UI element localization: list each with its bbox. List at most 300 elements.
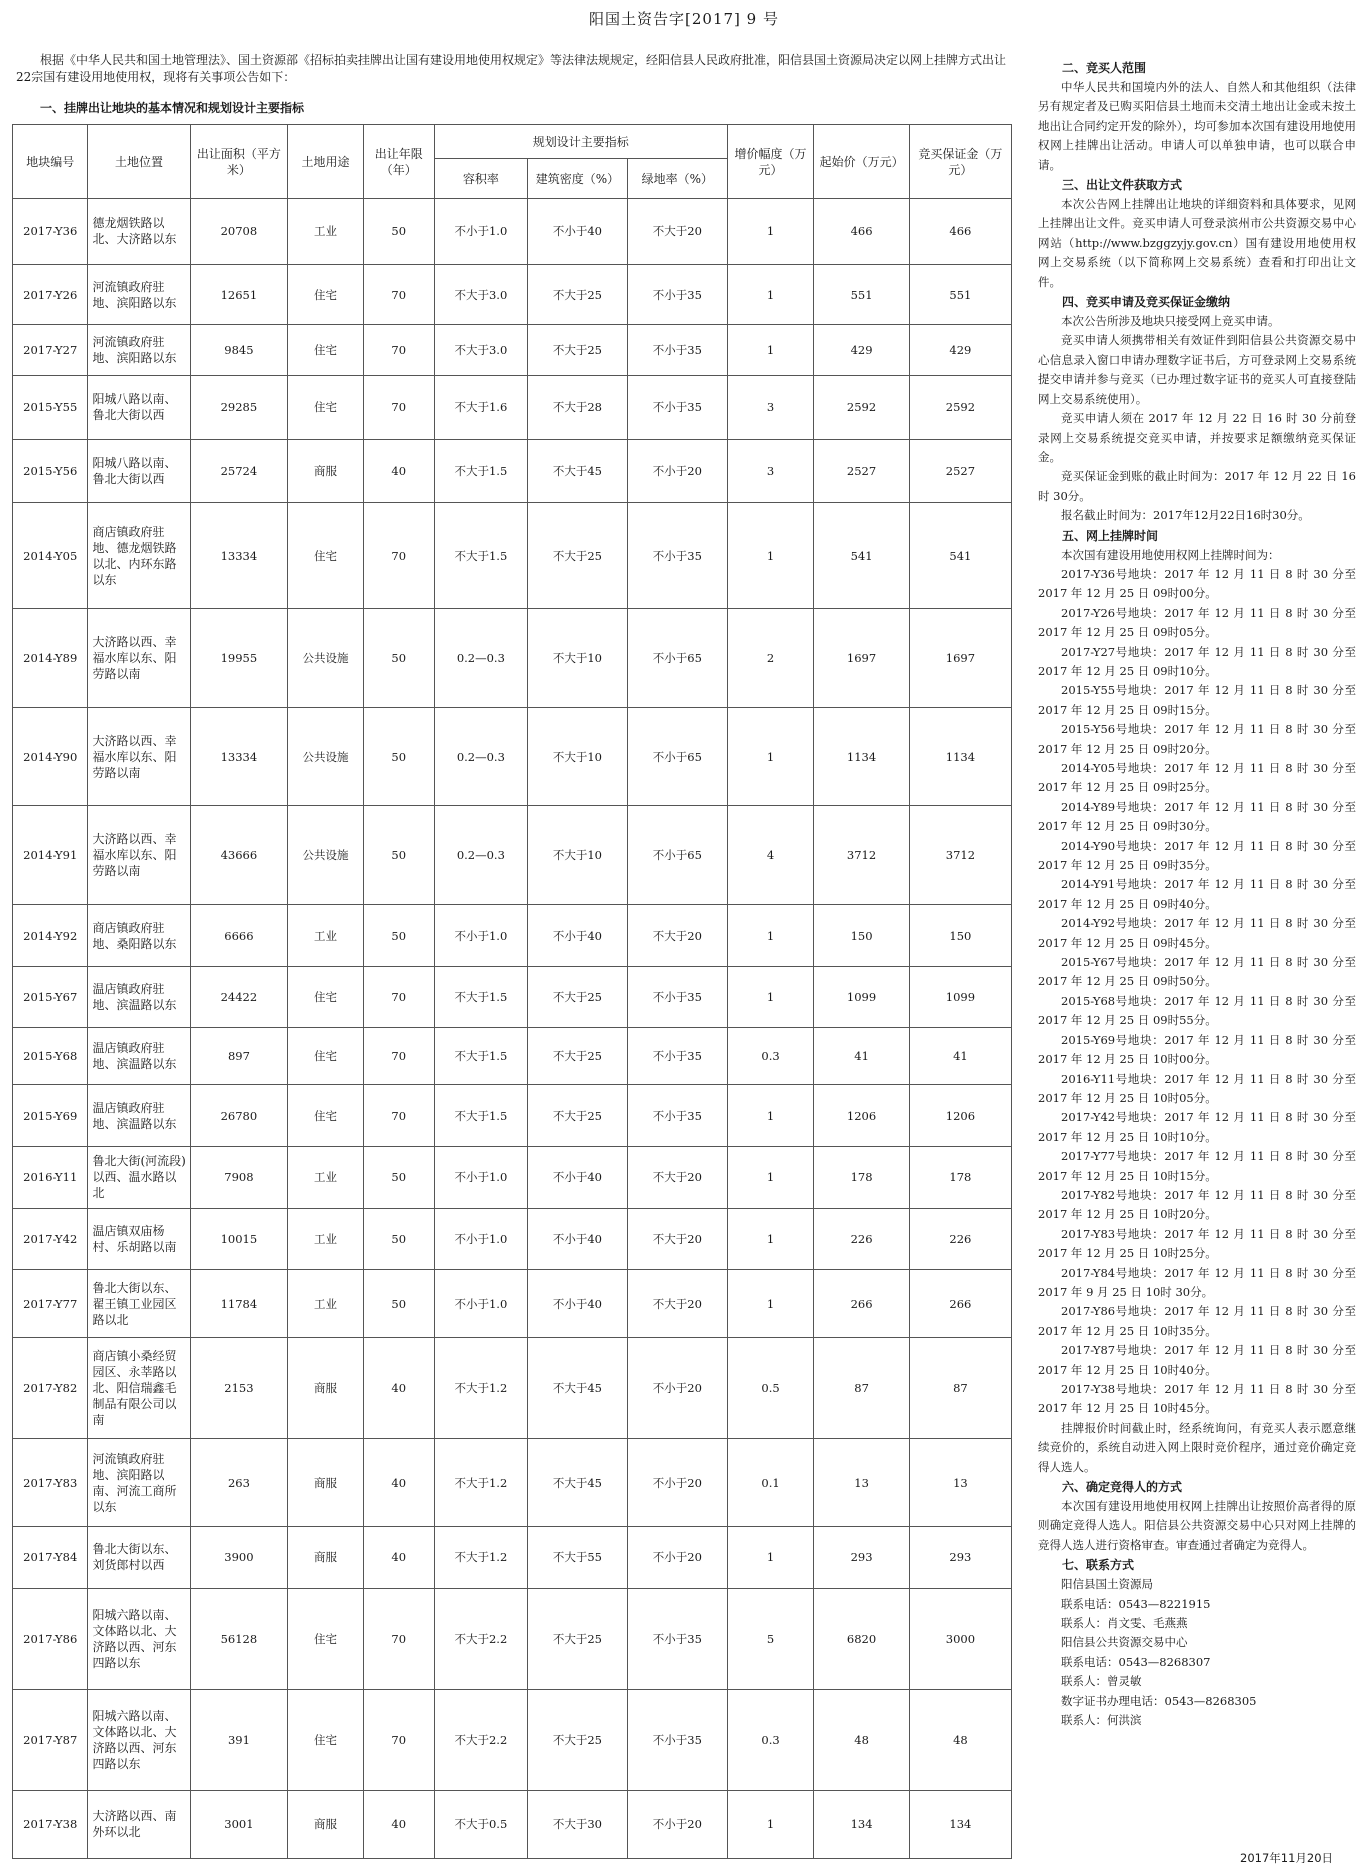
cell-density: 不大于25 bbox=[527, 325, 627, 376]
cell-use: 公共设施 bbox=[288, 806, 363, 905]
header-density: 建筑密度（%） bbox=[527, 159, 627, 199]
cell-increment: 1 bbox=[727, 325, 814, 376]
cell-density: 不大于10 bbox=[527, 707, 627, 806]
cell-far: 不大于1.5 bbox=[434, 966, 527, 1028]
cell-far: 不大于1.5 bbox=[434, 1028, 527, 1085]
cell-use: 商服 bbox=[288, 1439, 363, 1527]
cell-increment: 0.1 bbox=[727, 1439, 814, 1527]
cell-far: 不大于1.5 bbox=[434, 503, 527, 608]
cell-green: 不大于20 bbox=[627, 905, 727, 967]
contact-line: 联系电话：0543—8221915 bbox=[1061, 1596, 1211, 1611]
contact-line: 联系人：肖文雯、毛燕燕 bbox=[1061, 1616, 1188, 1631]
cell-far: 不大于1.5 bbox=[434, 1085, 527, 1147]
cell-increment: 0.5 bbox=[727, 1338, 814, 1439]
table-row bbox=[13, 503, 1012, 608]
cell-years: 70 bbox=[363, 503, 434, 608]
cell-use: 商服 bbox=[288, 1527, 363, 1589]
cell-deposit: 87 bbox=[909, 1338, 1011, 1439]
plots-table-body bbox=[13, 199, 1012, 1859]
cell-id: 2017-Y87 bbox=[13, 1689, 88, 1790]
cell-id: 2017-Y38 bbox=[13, 1790, 88, 1858]
cell-deposit: 1206 bbox=[909, 1085, 1011, 1147]
cell-area: 13334 bbox=[190, 503, 288, 608]
cell-increment: 1 bbox=[727, 707, 814, 806]
schedule-item: 2014-Y90号地块：2017 年 12 月 11 日 8 时 30 分至 2017 年 12 月 25 日 09时35分。 bbox=[1038, 838, 1356, 873]
section-4-para-1: 本次公告所涉及地块只接受网上竞买申请。 bbox=[1061, 314, 1280, 329]
cell-location: 大济路以西、幸福水库以东、阳劳路以南 bbox=[88, 707, 190, 806]
cell-increment: 1 bbox=[727, 1790, 814, 1858]
cell-green: 不小于35 bbox=[627, 375, 727, 439]
cell-deposit: 2592 bbox=[909, 375, 1011, 439]
schedule-item: 2017-Y83号地块：2017 年 12 月 11 日 8 时 30 分至 2017 年 12 月 25 日 10时25分。 bbox=[1038, 1226, 1356, 1261]
cell-green: 不小于20 bbox=[627, 1439, 727, 1527]
cell-use: 住宅 bbox=[288, 1028, 363, 1085]
cell-green: 不大于20 bbox=[627, 1270, 727, 1338]
cell-far: 不小于1.0 bbox=[434, 1270, 527, 1338]
section-4-para-3: 竞买申请人须在 2017 年 12 月 22 日 16 时 30 分前登录网上交易系统提交竞买申请，并按要求足额缴纳竞买保证金。 bbox=[1038, 411, 1356, 464]
header-id: 地块编号 bbox=[13, 125, 88, 199]
cell-years: 40 bbox=[363, 1527, 434, 1589]
cell-area: 24422 bbox=[190, 966, 288, 1028]
cell-years: 50 bbox=[363, 199, 434, 265]
table-row bbox=[13, 1270, 1012, 1338]
cell-far: 不大于1.5 bbox=[434, 439, 527, 503]
cell-deposit: 429 bbox=[909, 325, 1011, 376]
cell-deposit: 13 bbox=[909, 1439, 1011, 1527]
cell-area: 11784 bbox=[190, 1270, 288, 1338]
cell-density: 不大于45 bbox=[527, 1439, 627, 1527]
schedule-item: 2017-Y86号地块：2017 年 12 月 11 日 8 时 30 分至 2017 年 12 月 25 日 10时35分。 bbox=[1038, 1304, 1356, 1338]
cell-deposit: 1134 bbox=[909, 707, 1011, 806]
cell-years: 70 bbox=[363, 1588, 434, 1689]
schedule-item: 2014-Y91号地块：2017 年 12 月 11 日 8 时 30 分至 2017 年 12 月 25 日 09时40分。 bbox=[1038, 877, 1356, 911]
cell-start-price: 150 bbox=[814, 905, 909, 967]
cell-increment: 4 bbox=[727, 806, 814, 905]
cell-far: 不大于2.2 bbox=[434, 1588, 527, 1689]
cell-far: 不大于2.2 bbox=[434, 1689, 527, 1790]
cell-location: 阳城六路以南、文体路以北、大济路以西、河东四路以东 bbox=[88, 1588, 190, 1689]
contact-list bbox=[1038, 1575, 1356, 1730]
cell-area: 43666 bbox=[190, 806, 288, 905]
cell-area: 56128 bbox=[190, 1588, 288, 1689]
cell-start-price: 1099 bbox=[814, 966, 909, 1028]
intro-paragraph: 根据《中华人民共和国土地管理法》、国土资源部《招标拍卖挂牌出让国有建设用地使用权规定》等法律法规规定，经阳信县人民政府批准，阳信县国土资源局决定以网上挂牌方式出让22宗国有建设用地使用权，现将有关事项公告如下： bbox=[16, 53, 1007, 84]
cell-use: 住宅 bbox=[288, 1588, 363, 1689]
cell-start-price: 178 bbox=[814, 1147, 909, 1209]
cell-location: 鲁北大街以东、翟王镇工业园区路以北 bbox=[88, 1270, 190, 1338]
cell-use: 住宅 bbox=[288, 264, 363, 324]
section-6-heading: 六、确定竞得人的方式 bbox=[1062, 1480, 1183, 1495]
cell-use: 住宅 bbox=[288, 375, 363, 439]
cell-density: 不小于40 bbox=[527, 1147, 627, 1209]
cell-use: 住宅 bbox=[288, 966, 363, 1028]
cell-location: 河流镇政府驻地、滨阳路以南、河流工商所以东 bbox=[88, 1439, 190, 1527]
cell-increment: 3 bbox=[727, 375, 814, 439]
contact-line: 联系人：曾灵敏 bbox=[1061, 1674, 1142, 1689]
cell-location: 温店镇双庙杨村、乐胡路以南 bbox=[88, 1208, 190, 1270]
cell-deposit: 48 bbox=[909, 1689, 1011, 1790]
cell-years: 70 bbox=[363, 325, 434, 376]
cell-years: 40 bbox=[363, 1439, 434, 1527]
schedule-item: 2017-Y84号地块：2017 年 12 月 11 日 8 时 30 分至 2017 年 9 月 25 日 10时 30分。 bbox=[1038, 1265, 1356, 1299]
header-use: 土地用途 bbox=[288, 125, 363, 199]
cell-id: 2014-Y89 bbox=[13, 608, 88, 707]
cell-green: 不小于20 bbox=[627, 439, 727, 503]
cell-green: 不小于35 bbox=[627, 264, 727, 324]
table-row bbox=[13, 608, 1012, 707]
cell-increment: 1 bbox=[727, 264, 814, 324]
schedule-item: 2014-Y92号地块：2017 年 12 月 11 日 8 时 30 分至 2017 年 12 月 25 日 09时45分。 bbox=[1038, 916, 1356, 950]
cell-density: 不大于25 bbox=[527, 1689, 627, 1790]
cell-increment: 1 bbox=[727, 1208, 814, 1270]
contact-line: 联系电话：0543—8268307 bbox=[1061, 1654, 1211, 1669]
cell-area: 13334 bbox=[190, 707, 288, 806]
cell-density: 不小于40 bbox=[527, 905, 627, 967]
cell-area: 263 bbox=[190, 1439, 288, 1527]
table-row bbox=[13, 264, 1012, 324]
cell-use: 商服 bbox=[288, 1338, 363, 1439]
schedule-item: 2016-Y11号地块：2017 年 12 月 11 日 8 时 30 分至 2017 年 12 月 25 日 10时05分。 bbox=[1038, 1071, 1356, 1105]
table-row bbox=[13, 325, 1012, 376]
cell-start-price: 541 bbox=[814, 503, 909, 608]
cell-area: 9845 bbox=[190, 325, 288, 376]
schedule-item: 2017-Y27号地块：2017 年 12 月 11 日 8 时 30 分至 2017 年 12 月 25 日 09时10分。 bbox=[1038, 644, 1356, 678]
cell-start-price: 1134 bbox=[814, 707, 909, 806]
cell-far: 0.2—0.3 bbox=[434, 806, 527, 905]
cell-area: 3900 bbox=[190, 1527, 288, 1589]
cell-density: 不小于40 bbox=[527, 199, 627, 265]
cell-start-price: 2527 bbox=[814, 439, 909, 503]
table-row bbox=[13, 1790, 1012, 1858]
cell-density: 不大于25 bbox=[527, 503, 627, 608]
schedule-item: 2017-Y26号地块：2017 年 12 月 11 日 8 时 30 分至 2017 年 12 月 25 日 09时05分。 bbox=[1038, 605, 1356, 640]
table-row bbox=[13, 966, 1012, 1028]
header-green: 绿地率（%） bbox=[627, 159, 727, 199]
cell-green: 不小于35 bbox=[627, 325, 727, 376]
section-6-body: 本次国有建设用地使用权网上挂牌出让按照价高者得的原则确定竞得人选人。阳信县公共资源交易中心只对网上挂牌的竞得人选人进行资格审查。审查通过者确定为竞得人。 bbox=[1038, 1499, 1356, 1552]
cell-density: 不大于10 bbox=[527, 806, 627, 905]
section-4-para-5: 报名截止时间为：2017年12月22日16时30分。 bbox=[1061, 508, 1310, 523]
cell-years: 40 bbox=[363, 1338, 434, 1439]
cell-far: 不小于1.0 bbox=[434, 1147, 527, 1209]
cell-area: 897 bbox=[190, 1028, 288, 1085]
cell-increment: 1 bbox=[727, 199, 814, 265]
cell-density: 不大于28 bbox=[527, 375, 627, 439]
cell-years: 70 bbox=[363, 1028, 434, 1085]
contact-line: 阳信县国土资源局 bbox=[1061, 1577, 1153, 1592]
cell-use: 住宅 bbox=[288, 503, 363, 608]
cell-green: 不大于20 bbox=[627, 199, 727, 265]
cell-deposit: 266 bbox=[909, 1270, 1011, 1338]
cell-id: 2017-Y82 bbox=[13, 1338, 88, 1439]
notice-date: 2017年11月20日 bbox=[1240, 1851, 1334, 1865]
cell-density: 不大于55 bbox=[527, 1527, 627, 1589]
table-row bbox=[13, 1588, 1012, 1689]
section-3-heading: 三、出让文件获取方式 bbox=[1062, 178, 1183, 193]
cell-id: 2017-Y83 bbox=[13, 1439, 88, 1527]
cell-deposit: 2527 bbox=[909, 439, 1011, 503]
cell-density: 不小于40 bbox=[527, 1208, 627, 1270]
table-row bbox=[13, 1028, 1012, 1085]
cell-increment: 3 bbox=[727, 439, 814, 503]
schedule-item: 2015-Y68号地块：2017 年 12 月 11 日 8 时 30 分至 2017 年 12 月 25 日 09时55分。 bbox=[1038, 993, 1356, 1028]
cell-use: 住宅 bbox=[288, 1689, 363, 1790]
cell-start-price: 429 bbox=[814, 325, 909, 376]
cell-green: 不小于65 bbox=[627, 608, 727, 707]
section-4-para-2: 竞买申请人须携带相关有效证件到阳信县公共资源交易中心信息录入窗口申请办理数字证书后，方可登录网上交易系统提交申请并参与竞买（已办理过数字证书的竞买人可直接登陆网上交易系统使用）。 bbox=[1038, 333, 1356, 406]
cell-years: 70 bbox=[363, 966, 434, 1028]
cell-density: 不大于45 bbox=[527, 439, 627, 503]
schedule-item: 2017-Y82号地块：2017 年 12 月 11 日 8 时 30 分至 2017 年 12 月 25 日 10时20分。 bbox=[1038, 1187, 1356, 1222]
cell-increment: 1 bbox=[727, 1147, 814, 1209]
cell-start-price: 2592 bbox=[814, 375, 909, 439]
header-increment: 增价幅度（万元） bbox=[727, 125, 814, 199]
cell-years: 50 bbox=[363, 806, 434, 905]
cell-green: 不大于20 bbox=[627, 1208, 727, 1270]
cell-deposit: 134 bbox=[909, 1790, 1011, 1858]
cell-use: 商服 bbox=[288, 1790, 363, 1858]
cell-use: 工业 bbox=[288, 199, 363, 265]
cell-id: 2015-Y55 bbox=[13, 375, 88, 439]
cell-area: 10015 bbox=[190, 1208, 288, 1270]
cell-location: 鲁北大街(河流段)以西、温水路以北 bbox=[88, 1147, 190, 1209]
cell-green: 不小于20 bbox=[627, 1527, 727, 1589]
schedule-item: 2015-Y55号地块：2017 年 12 月 11 日 8 时 30 分至 2017 年 12 月 25 日 09时15分。 bbox=[1038, 683, 1356, 717]
header-deposit: 竞买保证金（万元） bbox=[909, 125, 1011, 199]
cell-location: 鲁北大街以东、刘货郎村以西 bbox=[88, 1527, 190, 1589]
cell-area: 19955 bbox=[190, 608, 288, 707]
cell-id: 2017-Y26 bbox=[13, 264, 88, 324]
cell-area: 391 bbox=[190, 1689, 288, 1790]
cell-start-price: 1697 bbox=[814, 608, 909, 707]
cell-far: 不大于1.6 bbox=[434, 375, 527, 439]
schedule-item: 2015-Y69号地块：2017 年 12 月 11 日 8 时 30 分至 2017 年 12 月 25 日 10时00分。 bbox=[1038, 1032, 1356, 1067]
header-start-price: 起始价（万元） bbox=[814, 125, 909, 199]
table-row bbox=[13, 1085, 1012, 1147]
cell-green: 不大于20 bbox=[627, 1147, 727, 1209]
schedule-item: 2014-Y05号地块：2017 年 12 月 11 日 8 时 30 分至 2017 年 12 月 25 日 09时25分。 bbox=[1038, 761, 1356, 795]
schedule-item: 2017-Y42号地块：2017 年 12 月 11 日 8 时 30 分至 2017 年 12 月 25 日 10时10分。 bbox=[1038, 1110, 1356, 1144]
cell-id: 2017-Y86 bbox=[13, 1588, 88, 1689]
cell-area: 3001 bbox=[190, 1790, 288, 1858]
cell-location: 阳城八路以南、鲁北大街以西 bbox=[88, 439, 190, 503]
schedule-list bbox=[1038, 565, 1356, 1419]
schedule-item: 2015-Y67号地块：2017 年 12 月 11 日 8 时 30 分至 2017 年 12 月 25 日 09时50分。 bbox=[1038, 955, 1356, 989]
cell-density: 不大于25 bbox=[527, 264, 627, 324]
cell-id: 2017-Y84 bbox=[13, 1527, 88, 1589]
cell-area: 7908 bbox=[190, 1147, 288, 1209]
cell-deposit: 1099 bbox=[909, 966, 1011, 1028]
cell-location: 温店镇政府驻地、滨温路以东 bbox=[88, 1085, 190, 1147]
cell-years: 70 bbox=[363, 1689, 434, 1790]
cell-years: 50 bbox=[363, 608, 434, 707]
cell-area: 25724 bbox=[190, 439, 288, 503]
cell-start-price: 48 bbox=[814, 1689, 909, 1790]
schedule-item: 2017-Y77号地块：2017 年 12 月 11 日 8 时 30 分至 2017 年 12 月 25 日 10时15分。 bbox=[1038, 1149, 1356, 1183]
cell-deposit: 541 bbox=[909, 503, 1011, 608]
cell-start-price: 13 bbox=[814, 1439, 909, 1527]
schedule-item: 2017-Y36号地块：2017 年 12 月 11 日 8 时 30 分至 2017 年 12 月 25 日 09时00分。 bbox=[1038, 566, 1356, 601]
cell-green: 不小于35 bbox=[627, 1028, 727, 1085]
cell-years: 70 bbox=[363, 375, 434, 439]
cell-use: 公共设施 bbox=[288, 707, 363, 806]
cell-id: 2017-Y36 bbox=[13, 199, 88, 265]
cell-years: 50 bbox=[363, 707, 434, 806]
cell-deposit: 3000 bbox=[909, 1588, 1011, 1689]
cell-id: 2015-Y69 bbox=[13, 1085, 88, 1147]
cell-far: 0.2—0.3 bbox=[434, 707, 527, 806]
cell-start-price: 266 bbox=[814, 1270, 909, 1338]
cell-location: 大济路以西、幸福水库以东、阳劳路以南 bbox=[88, 608, 190, 707]
cell-location: 河流镇政府驻地、滨阳路以东 bbox=[88, 264, 190, 324]
cell-start-price: 6820 bbox=[814, 1588, 909, 1689]
section-5-heading: 五、网上挂牌时间 bbox=[1062, 528, 1159, 543]
header-area: 出让面积（平方米） bbox=[190, 125, 288, 199]
cell-area: 29285 bbox=[190, 375, 288, 439]
header-planning: 规划设计主要指标 bbox=[434, 125, 727, 159]
cell-green: 不小于20 bbox=[627, 1338, 727, 1439]
cell-far: 不小于1.0 bbox=[434, 905, 527, 967]
table-row bbox=[13, 1689, 1012, 1790]
cell-years: 70 bbox=[363, 264, 434, 324]
cell-far: 不大于1.2 bbox=[434, 1527, 527, 1589]
table-row bbox=[13, 1527, 1012, 1589]
cell-id: 2014-Y90 bbox=[13, 707, 88, 806]
cell-use: 公共设施 bbox=[288, 608, 363, 707]
cell-green: 不小于20 bbox=[627, 1790, 727, 1858]
cell-density: 不大于25 bbox=[527, 1028, 627, 1085]
cell-deposit: 41 bbox=[909, 1028, 1011, 1085]
cell-increment: 0.3 bbox=[727, 1028, 814, 1085]
cell-id: 2014-Y92 bbox=[13, 905, 88, 967]
cell-green: 不小于35 bbox=[627, 1689, 727, 1790]
cell-years: 50 bbox=[363, 905, 434, 967]
cell-years: 50 bbox=[363, 1147, 434, 1209]
section-5-outro: 挂牌报价时间截止时，经系统询问，有竞买人表示愿意继续竞价的，系统自动进入网上限时竞价程序，通过竞价确定竞得人选人。 bbox=[1038, 1420, 1356, 1474]
cell-density: 不大于25 bbox=[527, 1085, 627, 1147]
cell-years: 40 bbox=[363, 439, 434, 503]
cell-use: 工业 bbox=[288, 1208, 363, 1270]
cell-far: 不大于0.5 bbox=[434, 1790, 527, 1858]
cell-deposit: 1697 bbox=[909, 608, 1011, 707]
cell-density: 不大于30 bbox=[527, 1790, 627, 1858]
cell-deposit: 293 bbox=[909, 1527, 1011, 1589]
cell-location: 河流镇政府驻地、滨阳路以东 bbox=[88, 325, 190, 376]
cell-density: 不大于25 bbox=[527, 1588, 627, 1689]
cell-use: 工业 bbox=[288, 905, 363, 967]
cell-use: 住宅 bbox=[288, 1085, 363, 1147]
schedule-item: 2014-Y89号地块：2017 年 12 月 11 日 8 时 30 分至 2017 年 12 月 25 日 09时30分。 bbox=[1038, 799, 1356, 834]
cell-increment: 1 bbox=[727, 1085, 814, 1147]
cell-id: 2017-Y27 bbox=[13, 325, 88, 376]
cell-start-price: 1206 bbox=[814, 1085, 909, 1147]
cell-use: 住宅 bbox=[288, 325, 363, 376]
cell-far: 不大于3.0 bbox=[434, 264, 527, 324]
cell-location: 大济路以西、南外环以北 bbox=[88, 1790, 190, 1858]
plots-table bbox=[12, 124, 1012, 1859]
cell-start-price: 551 bbox=[814, 264, 909, 324]
cell-start-price: 293 bbox=[814, 1527, 909, 1589]
table-row bbox=[13, 1439, 1012, 1527]
contact-line: 联系人：何洪滨 bbox=[1061, 1713, 1142, 1728]
cell-far: 不小于1.0 bbox=[434, 1208, 527, 1270]
table-row bbox=[13, 905, 1012, 967]
cell-use: 工业 bbox=[288, 1147, 363, 1209]
cell-location: 大济路以西、幸福水库以东、阳劳路以南 bbox=[88, 806, 190, 905]
section-2-body: 中华人民共和国境内外的法人、自然人和其他组织（法律另有规定者及已购买阳信县土地而未交清土地出让金或未按土地出让合同约定开发的除外），均可参加本次国有建设用地使用权网上挂牌出让活动。申请人可以单独申请，也可以联合申请。 bbox=[1038, 80, 1356, 172]
cell-green: 不小于35 bbox=[627, 1085, 727, 1147]
cell-id: 2014-Y05 bbox=[13, 503, 88, 608]
cell-green: 不小于65 bbox=[627, 806, 727, 905]
cell-id: 2015-Y56 bbox=[13, 439, 88, 503]
cell-start-price: 3712 bbox=[814, 806, 909, 905]
schedule-item: 2015-Y56号地块：2017 年 12 月 11 日 8 时 30 分至 2017 年 12 月 25 日 09时20分。 bbox=[1038, 722, 1356, 756]
cell-increment: 1 bbox=[727, 1527, 814, 1589]
cell-location: 商店镇政府驻地、德龙烟铁路以北、内环东路以东 bbox=[88, 503, 190, 608]
cell-area: 26780 bbox=[190, 1085, 288, 1147]
cell-id: 2015-Y67 bbox=[13, 966, 88, 1028]
header-years: 出让年限（年） bbox=[363, 125, 434, 199]
cell-start-price: 134 bbox=[814, 1790, 909, 1858]
table-row bbox=[13, 439, 1012, 503]
table-row bbox=[13, 199, 1012, 265]
section-4-heading: 四、竞买申请及竞买保证金缴纳 bbox=[1062, 295, 1231, 310]
cell-start-price: 41 bbox=[814, 1028, 909, 1085]
cell-density: 不大于25 bbox=[527, 966, 627, 1028]
cell-increment: 2 bbox=[727, 608, 814, 707]
cell-location: 阳城八路以南、鲁北大街以西 bbox=[88, 375, 190, 439]
cell-increment: 1 bbox=[727, 966, 814, 1028]
cell-location: 商店镇小桑经贸园区、永莘路以北、阳信瑞鑫毛制品有限公司以南 bbox=[88, 1338, 190, 1439]
cell-deposit: 3712 bbox=[909, 806, 1011, 905]
section-7-heading: 七、联系方式 bbox=[1062, 1558, 1135, 1573]
cell-use: 工业 bbox=[288, 1270, 363, 1338]
cell-start-price: 226 bbox=[814, 1208, 909, 1270]
cell-location: 德龙烟铁路以北、大济路以东 bbox=[88, 199, 190, 265]
cell-id: 2016-Y11 bbox=[13, 1147, 88, 1209]
contact-line: 阳信县公共资源交易中心 bbox=[1061, 1635, 1188, 1650]
cell-location: 商店镇政府驻地、桑阳路以东 bbox=[88, 905, 190, 967]
cell-increment: 1 bbox=[727, 905, 814, 967]
cell-green: 不小于35 bbox=[627, 966, 727, 1028]
cell-far: 不小于1.0 bbox=[434, 199, 527, 265]
header-location: 土地位置 bbox=[88, 125, 190, 199]
cell-start-price: 87 bbox=[814, 1338, 909, 1439]
cell-density: 不大于45 bbox=[527, 1338, 627, 1439]
cell-increment: 0.3 bbox=[727, 1689, 814, 1790]
table-row bbox=[13, 707, 1012, 806]
right-column bbox=[1038, 58, 1356, 1731]
cell-use: 商服 bbox=[288, 439, 363, 503]
cell-area: 12651 bbox=[190, 264, 288, 324]
notice-title: 阳国土资告字[2017] 9 号 bbox=[589, 10, 779, 28]
section-1-heading: 一、挂牌出让地块的基本情况和规划设计主要指标 bbox=[40, 101, 305, 115]
schedule-item: 2017-Y87号地块：2017 年 12 月 11 日 8 时 30 分至 2017 年 12 月 25 日 10时40分。 bbox=[1038, 1343, 1356, 1377]
contact-line: 数字证书办理电话：0543—8268305 bbox=[1061, 1693, 1257, 1708]
cell-years: 50 bbox=[363, 1208, 434, 1270]
header-far: 容积率 bbox=[434, 159, 527, 199]
schedule-item: 2017-Y38号地块：2017 年 12 月 11 日 8 时 30 分至 2017 年 12 月 25 日 10时45分。 bbox=[1038, 1382, 1356, 1416]
table-row bbox=[13, 1338, 1012, 1439]
cell-area: 2153 bbox=[190, 1338, 288, 1439]
cell-years: 50 bbox=[363, 1270, 434, 1338]
section-3-body: 本次公告网上挂牌出让地块的详细资料和具体要求，见网上挂牌出让文件。竞买申请人可登录滨州市公共资源交易中心网站（http://www.bzggzyjy.gov.cn）国有建设用地使用权网上交易系统（以下简称网上交易系统）查看和打印出让文件。 bbox=[1038, 197, 1356, 289]
cell-start-price: 466 bbox=[814, 199, 909, 265]
cell-years: 70 bbox=[363, 1085, 434, 1147]
cell-increment: 1 bbox=[727, 503, 814, 608]
table-row bbox=[13, 806, 1012, 905]
cell-far: 不大于1.2 bbox=[434, 1439, 527, 1527]
